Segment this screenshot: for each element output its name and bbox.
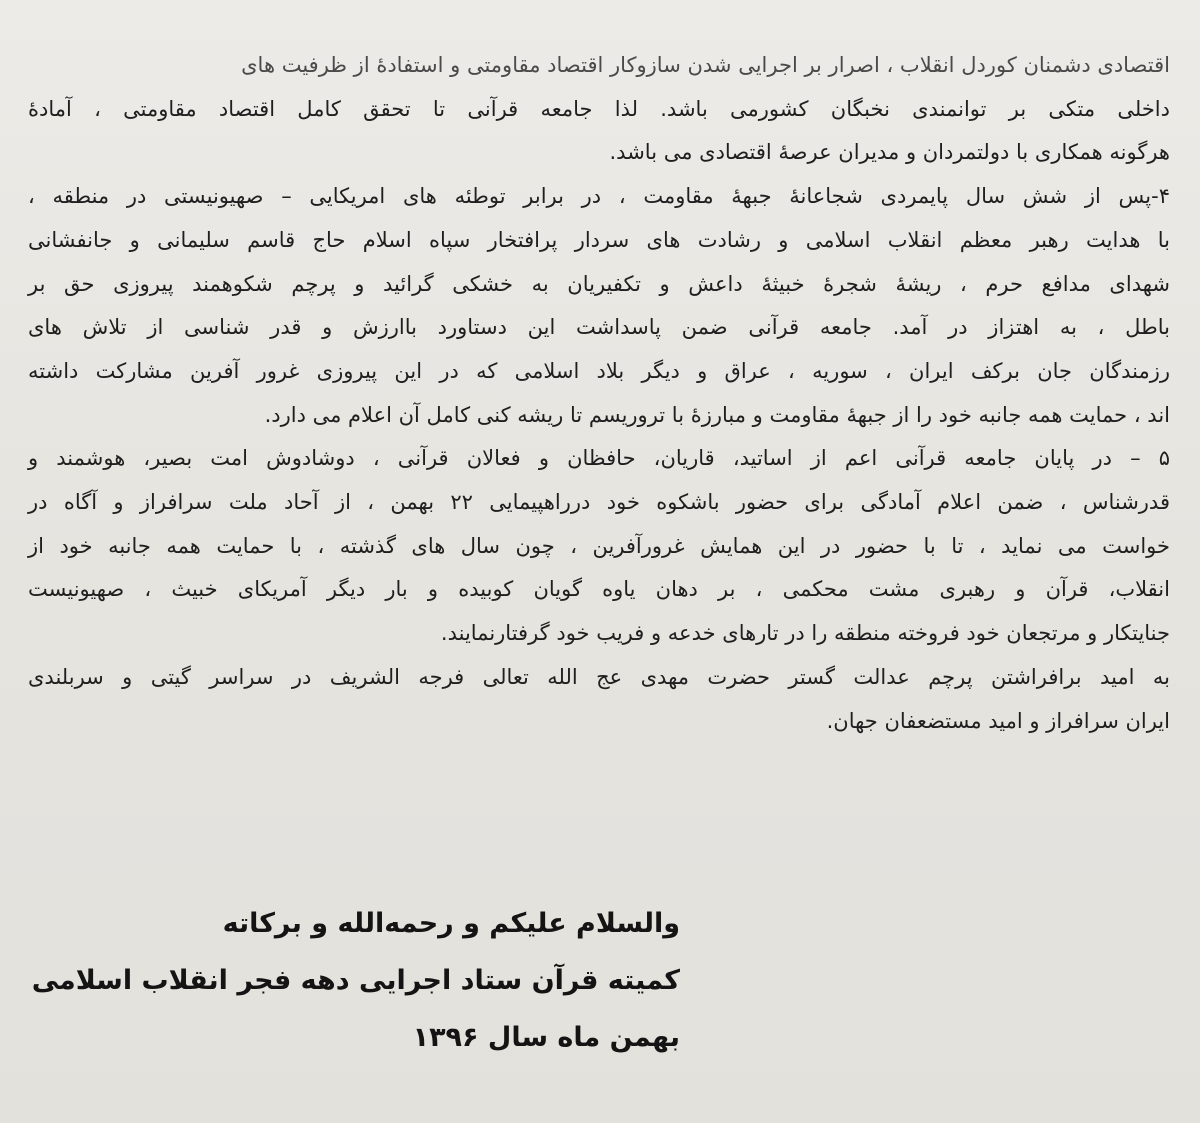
letter-line: ۴-پس از شش سال پایمردی شجاعانهٔ جبههٔ مقاومت ، در برابر توطئه های امریکایی – صهیونیستی در منطقه ، [28,184,1170,209]
letter-date: بهمن ماه سال ۱۳۹۶ [412,1022,680,1053]
letter-line: رزمندگان جان برکف ایران ، سوریه ، عراق و دیگر بلاد اسلامی که در این پیروزی غرور آفرین مشارکت داشته [28,358,1170,383]
letter-line: اقتصادی دشمنان کوردل انقلاب ، اصرار بر اجرایی شدن سازوکار اقتصاد مقاومتی و استفادهٔ از ظرفیت های [241,53,1170,77]
committee-name: کمیته قرآن ستاد اجرایی دهه فجر انقلاب اسلامی [31,965,680,996]
letter-line: باطل ، به اهتزاز در آمد. جامعه قرآنی ضمن پاسداشت این دستاورد باارزش و قدر شناسی از تلاش های [28,315,1170,340]
letter-line: داخلی متکی بر توانمندی نخبگان کشورمی باشد. لذا جامعه قرآنی تا تحقق کامل اقتصاد مقاومتی ، آمادهٔ [28,96,1170,121]
letter-line: خواست می نماید ، تا با حضور در این همایش غرورآفرین ، چون سال های گذشته ، با حمایت همه جانبه خود از [28,533,1170,558]
letter-line: اند ، حمایت همه جانبه خود را از جبههٔ مقاومت و مبارزهٔ با تروریسم تا ریشه کنی کامل آن اعلام می دارد. [264,402,1170,427]
letter-line: هرگونه همکاری با دولتمردان و مدیران عرصهٔ اقتصادی می باشد. [609,140,1170,165]
letter-line: قدرشناس ، ضمن اعلام آمادگی برای حضور باشکوه خود درراهپیمایی ۲۲ بهمن ، از آحاد ملت سرافراز و آگاه در [28,490,1170,515]
letter-line: ایران سرافراز و امید مستضعفان جهان. [826,708,1170,733]
letter-line: به امید برافراشتن پرچم عدالت گستر حضرت مهدی عج الله تعالی فرجه الشریف در سراسر گیتی و سربلندی [28,664,1170,689]
letter-line: جنایتکار و مرتجعان خود فروخته منطقه را در تارهای خدعه و فریب خود گرفتارنمایند. [440,621,1170,646]
letter-line: شهدای مدافع حرم ، ریشهٔ شجرهٔ خبیثهٔ داعش و تکفیریان به خشکی گرائید و پرچم شکوهمند پیروزی حق بر [28,271,1170,296]
closing-salutation: والسلام علیکم و رحمه‌الله و برکاته [222,908,680,939]
letter-body [28,44,1170,743]
letter-line: انقلاب، قرآن و رهبری مشت محکمی ، بر دهان یاوه گویان کوبیده و بار دیگر آمریکای خبیث ، صهیونیست [28,577,1170,602]
signature-block [32,895,680,1066]
letter-line: با هدایت رهبر معظم انقلاب اسلامی و رشادت های سردار پرافتخار سپاه اسلام حاج قاسم سلیمانی و جانفشانی [28,227,1170,252]
letter-line: ۵ – در پایان جامعه قرآنی اعم از اساتید، قاریان، حافظان و فعالان قرآنی ، دوشادوش امت بصیر، هوشمند و [28,446,1170,471]
